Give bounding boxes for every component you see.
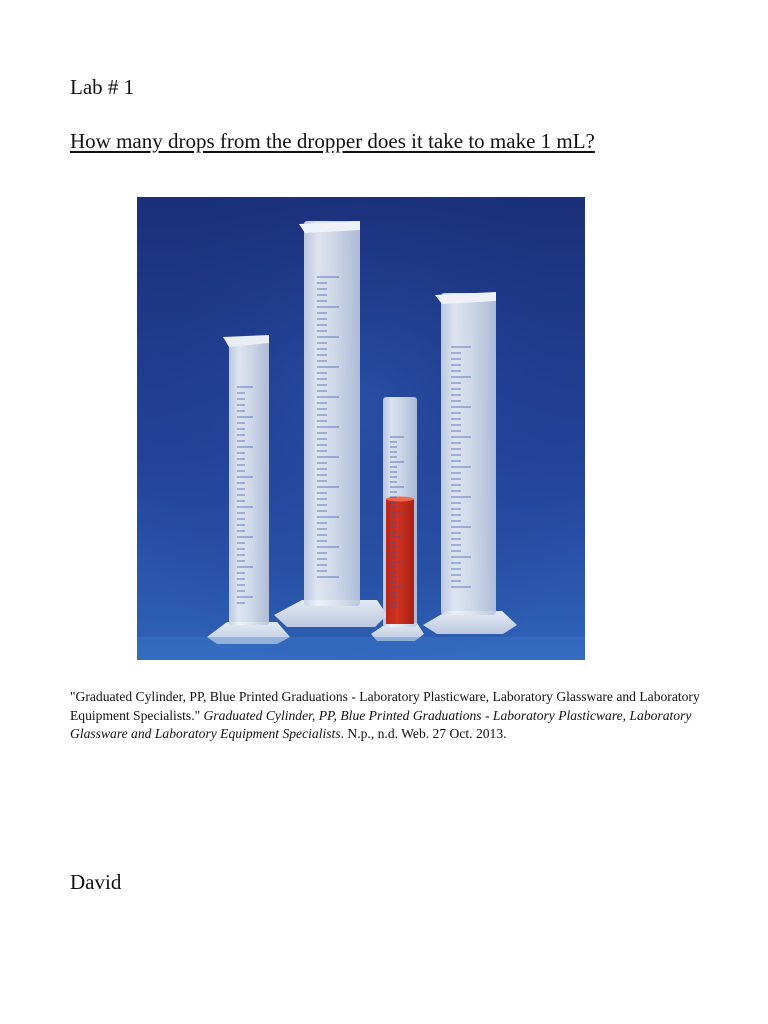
- question-heading: How many drops from the dropper does it take to make 1 mL?: [70, 129, 595, 153]
- citation-tail: . N.p., n.d. Web. 27 Oct. 2013.: [340, 726, 507, 741]
- citation-italic-title: Graduated Cylinder, PP, Blue Printed Graduations - Laboratory Plasticware, Laboratory Glassware and Laboratory Equipment Specialists: [70, 707, 692, 741]
- citation: [70, 688, 710, 744]
- citation-plain: "Graduated Cylinder, PP, Blue Printed Graduations - Laboratory Plasticware, Laboratory Glassware and Laboratory Equipment Specialists.": [70, 689, 700, 723]
- graduated-cylinders-photo: [137, 197, 585, 660]
- author-name: David: [70, 870, 122, 894]
- lab-title: Lab # 1: [70, 75, 135, 99]
